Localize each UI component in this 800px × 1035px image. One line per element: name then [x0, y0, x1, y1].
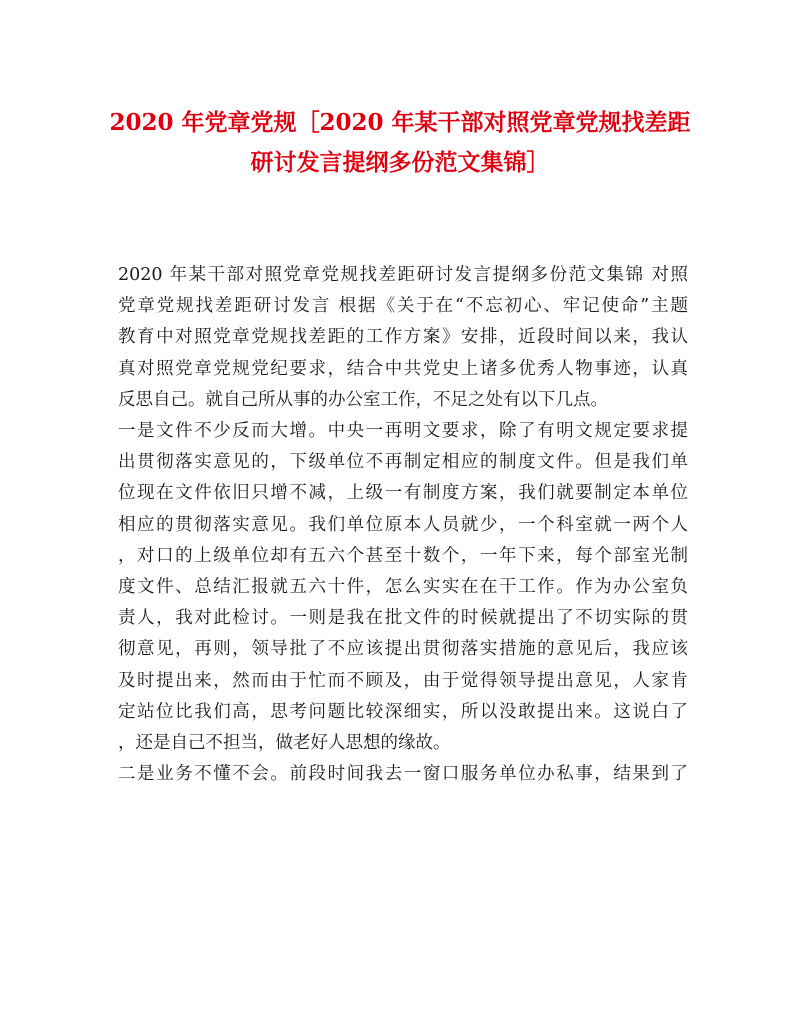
text-line: 党章党规找差距研讨发言 根据《关于在“不忘初心、牢记使命”主题 — [118, 296, 688, 317]
text-line: 二是业务不懂不会。前段时间我去一窗口服务单位办私事，结果到了 — [118, 764, 688, 785]
text-line: 相应的贯彻落实意见。我们单位原本人员就少，一个科室就一两个人 — [118, 514, 688, 535]
paragraph-point-two — [118, 759, 688, 790]
text-line: 出贯彻落实意见的，下级单位不再制定相应的制度文件。但是我们单 — [118, 452, 688, 473]
text-line: 2020 年某干部对照党章党规找差距研讨发言提纲多份范文集锦 对照 — [118, 265, 688, 285]
paragraph-intro — [118, 260, 688, 416]
document-body — [118, 260, 688, 790]
text-line: 及时提出来，然而由于忙而不顾及，由于觉得领导提出意见，人家肯 — [118, 670, 688, 691]
text-line: 一是文件不少反而大增。中央一再明文要求，除了有明文规定要求提 — [118, 421, 688, 442]
paragraph-point-one — [118, 416, 688, 759]
text-line: 度文件、总结汇报就五六十件，怎么实实在在干工作。作为办公室负 — [118, 577, 688, 598]
text-line: 教育中对照党章党规找差距的工作方案》安排，近段时间以来，我认 — [118, 327, 688, 348]
text-line: 位现在文件依旧只增不减，上级一有制度方案，我们就要制定本单位 — [118, 483, 688, 504]
text-line: 责人，我对此检讨。一则是我在批文件的时候就提出了不切实际的贯 — [118, 608, 688, 629]
text-line: 真对照党章党规党纪要求，结合中共党史上诸多优秀人物事迹，认真 — [118, 358, 688, 379]
text-line: 彻意见，再则，领导批了不应该提出贯彻落实措施的意见后，我应该 — [118, 639, 688, 660]
title-line: 研讨发言提纲多份范文集锦］ — [250, 149, 550, 176]
text-line: 反思自己。就自己所从事的办公室工作，不足之处有以下几点。 — [118, 389, 608, 410]
text-line: ，还是自己不担当，做老好人思想的缘故。 — [118, 733, 451, 754]
title-line: 2020 年党章党规［2020 年某干部对照党章党规找差距 — [109, 109, 691, 136]
document-title — [80, 103, 720, 183]
text-line: ，对口的上级单位却有五六个甚至十数个，一年下来，每个部室光制 — [118, 545, 688, 566]
text-line: 定站位比我们高，思考问题比较深细实，所以没敢提出来。这说白了 — [118, 701, 688, 722]
